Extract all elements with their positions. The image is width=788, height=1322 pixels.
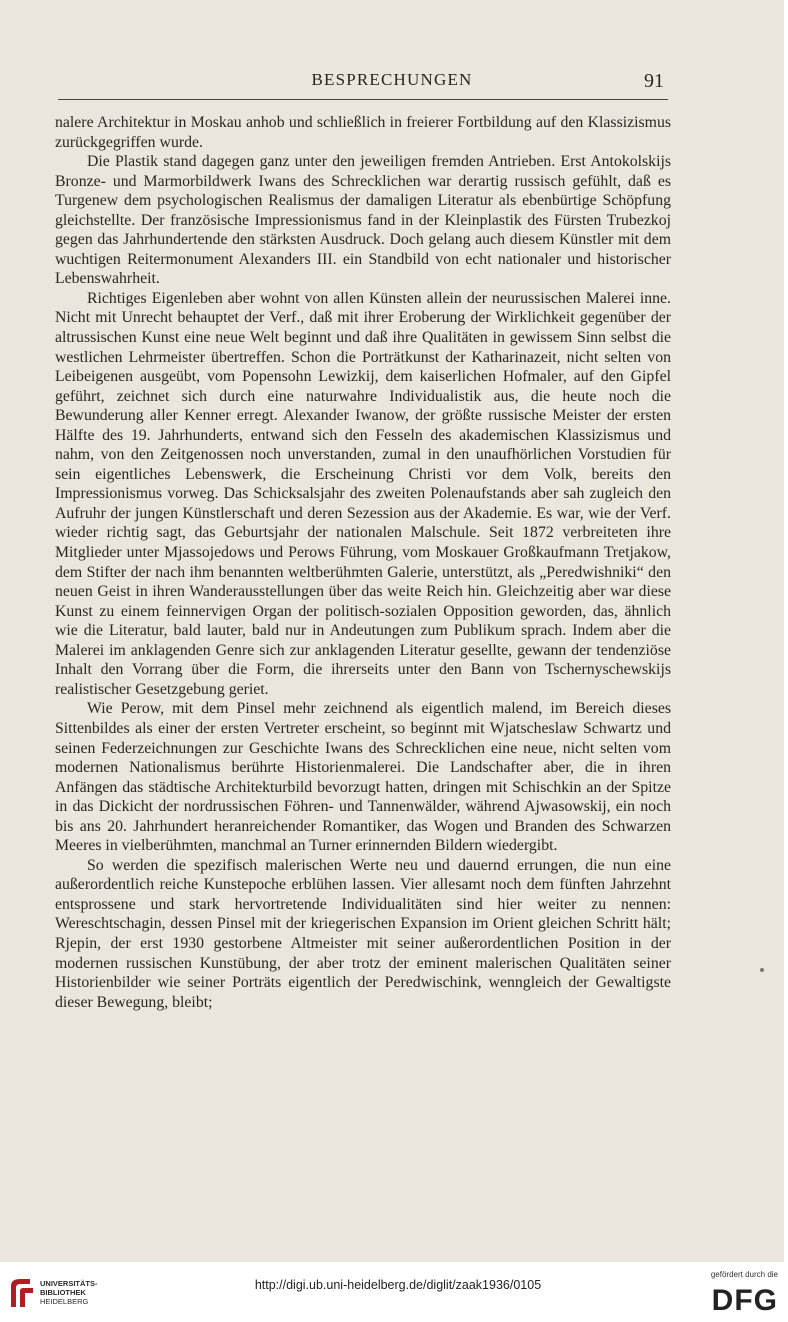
page-number: 91	[644, 70, 664, 92]
paragraph-1: nalere Architektur in Moskau anhob und schließlich in freierer Fortbildung auf den Klassizismus zurückgegriffen wurde.	[55, 114, 671, 151]
margin-mark	[760, 968, 764, 972]
paragraph-2: Die Plastik stand dagegen ganz unter den jeweiligen fremden Antrieben. Erst Antokolskijs Bronze- und Marmorbildwerk Iwans des Schrecklichen war derartig russisch gefühlt, daß es Turgenew dem psychologischen Realismus der damaligen Literatur als ebenbürtige Schöpfung gleichstellte. Der französische Impressionismus fand in der Kleinplastik des Fürsten Trubezkoj gegen das Jahrhundertende den stärksten Ausdruck. Doch gelang auch diesem Künstler mit dem wuchtigen Reitermonument Alexanders III. ein Standbild von echt nationaler und historischer Lebenswahrheit.	[55, 153, 671, 288]
library-name	[40, 1279, 98, 1306]
running-header: BESPRECHUNGEN	[311, 70, 473, 89]
library-logo-icon	[8, 1276, 36, 1310]
paragraph-5: So werden die spezifisch malerischen Werte neu und dauernd errungen, die nun eine außerordentlich reiche Kunstepoche erblühen lassen. Vier allesamt noch dem fünften Jahrzehnt entsprossene und stark hervortretende Individualitäten sind hier weiter zu nennen: Wereschtschagin, dessen Pinsel mit der kriegerischen Expansion im Orient gleichen Schritt hält; Rjepin, der erst 1930 gestorbene Altmeister mit seiner außerordentlichen Position in der modernen russischen Kunstübung, der aber trotz der eminent malerischen Qualitäten seiner Historienbilder wie seiner Porträts eigentlich der Peredwischink, wenngleich der Gewaltigste dieser Bewegung, bleibt;	[55, 856, 671, 1011]
library-name-line-3: HEIDELBERG	[40, 1297, 89, 1306]
article-body	[55, 113, 671, 1012]
header-rule	[58, 99, 668, 100]
library-name-line-2: BIBLIOTHEK	[40, 1288, 86, 1297]
library-name-line-1: UNIVERSITÄTS-	[40, 1279, 98, 1288]
footer-bar	[0, 1262, 788, 1322]
source-url-link[interactable]: http://digi.ub.uni-heidelberg.de/diglit/zaak1936/0105	[254, 1278, 542, 1292]
sponsor-label: gefördert durch die	[710, 1270, 778, 1279]
dfg-logo: DFG	[711, 1284, 778, 1317]
paragraph-4: Wie Perow, mit dem Pinsel mehr zeichnend als eigentlich malend, im Bereich dieses Sittenbildes als einer der ersten Vertreter erscheint, so beginnt mit Wjatscheslaw Schwartz und seinen Federzeichnungen zur Geschichte Iwans des Schrecklichen eine neue, nicht selten vom modernen Nationalismus berührte Historienmalerei. Die Landschafter aber, die in ihren Anfängen das städtische Architekturbild bevorzugt hatten, dringen mit Schischkin an der Spitze in das Dickicht der nordrussischen Föhren- und Tannenwälder, während Ajwasowskij, ein noch bis ans 20. Jahrhundert heranreichender Romantiker, das Wogen und Branden des Schwarzen Meeres in vielberühmten, manchmal an Turner erinnernden Bildern wiedergibt.	[55, 700, 671, 855]
paragraph-3: Richtiges Eigenleben aber wohnt von allen Künsten allein der neurussischen Malerei inne. Nicht mit Unrecht behauptet der Verf., daß mit ihrer Eroberung der Wirklichkeit gegenüber der altrussischen Kunst eine neue Welt beginnt und daß ihre Qualitäten in gewissem Sinn selbst die westlichen Lehrmeister übertreffen. Schon die Porträtkunst der Katharinazeit, nicht selten von Leibeigenen ausgeübt, vom Popensohn Lewizkij, dem kaiserlichen Hofmaler, auf den Gipfel geführt, zeichnet sich durch eine naturwahre Individualistik aus, die heute noch die Bewunderung aller Kenner erregt. Alexander Iwanow, der größte russische Meister der ersten Hälfte des 19. Jahrhunderts, entwand sich den Fesseln des akademischen Klassizismus und nahm, von den Zeitgenossen noch unverstanden, zumal in den unaufhörlichen Vorstudien für sein eigentliches Lebenswerk, die Erscheinung Christi vor dem Volk, bereits den Impressionismus vorweg. Das Schicksalsjahr des zweiten Polenaufstands aber sah zugleich den Aufruhr der jungen Künstlerschaft und deren Sezession aus der Akademie. Es war, wie der Verf. wieder richtig sagt, das Geburtsjahr der nationalen Malschule. Seit 1872 verbreiteten ihre Mitglieder unter Mjassojedows und Perows Führung, vom Moskauer Großkaufmann Tretjakow, dem Stifter der nach ihm benannten weltberühmten Galerie, unterstützt, als „Peredwishniki“ den neuen Geist in ihren Wanderausstellungen über das weite Reich hin. Gleichzeitig aber war diese Kunst zu einem feinnervigen Organ der politisch-sozialen Opposition geworden, das, ähnlich wie die Literatur, bald lauter, bald nur in Andeutungen zum Publikum sprach. Indem aber die Malerei im anklagenden Genre sich zur anklagenden Literatur gesellte, gewann der tendenziöse Inhalt den Vorrang über die Form, die ihrerseits unter den Bann von Tschernyschewskijs realistischer Gesetzgebung geriet.	[55, 289, 671, 698]
